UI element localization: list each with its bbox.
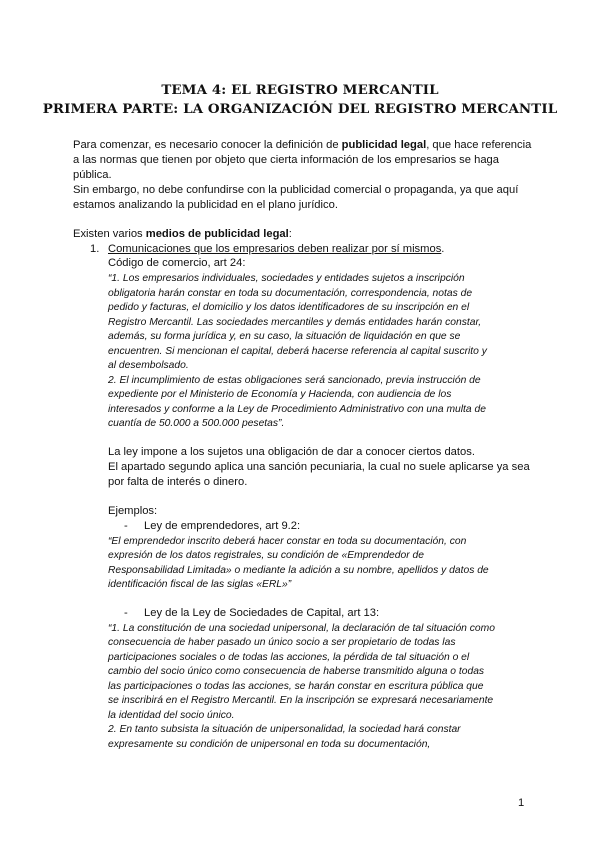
example-1-quote-line: “El emprendedor inscrito deberá hacer constar en toda su documentación, con bbox=[108, 536, 467, 547]
dash-bullet: - bbox=[124, 607, 128, 619]
quote-line: interesados y conforme a la Ley de Procedimiento Administrativo con una multa de bbox=[108, 404, 486, 415]
list-item-title-punct: . bbox=[441, 243, 445, 255]
intro-text: , que hace referencia bbox=[426, 139, 532, 151]
intro-text: Para comenzar, es necesario conocer la definición de bbox=[73, 139, 342, 151]
dash-bullet: - bbox=[124, 520, 128, 532]
page-subtitle: PRIMERA PARTE: LA ORGANIZACIÓN DEL REGISTRO MERCANTIL bbox=[42, 101, 558, 117]
example-1-quote-line: Responsabilidad Limitada» o mediante la adición a su nombre, apellidos y datos de bbox=[108, 565, 489, 576]
medios-bold-term: medios de publicidad legal bbox=[145, 228, 289, 240]
example-1-quote-line: identificación fiscal de las siglas «ERL»” bbox=[108, 579, 292, 590]
intro-line-2: a las normas que tienen por objeto que cierta información de los empresarios se haga bbox=[73, 154, 499, 166]
intro-line-5: estamos analizando la publicidad en el plano jurídico. bbox=[73, 199, 338, 211]
example-2-quote-line: 2. En tanto subsista la situación de unipersonalidad, la sociedad hará constar bbox=[108, 724, 461, 735]
example-2-quote-line: cambio del socio único como consecuencia de haberse transmitido alguna o todas bbox=[108, 666, 485, 677]
page-number: 1 bbox=[518, 797, 525, 809]
intro-line-3: pública. bbox=[73, 169, 112, 181]
example-2-quote-line: las participaciones o todas las acciones, se harán constar en escritura pública que bbox=[108, 681, 484, 692]
example-2-quote-line: expresamente su condición de unipersonal en toda su documentación, bbox=[108, 739, 431, 750]
quote-line: 2. El incumplimiento de estas obligaciones será sancionado, previa instrucción de bbox=[108, 375, 481, 386]
ejemplos-heading: Ejemplos: bbox=[108, 505, 158, 517]
intro-bold-term: publicidad legal bbox=[341, 139, 427, 151]
example-2-quote-line: participaciones sociales o de todas las acciones, la pérdida de tal situación o el bbox=[108, 652, 470, 663]
example-1-title: Ley de emprendedores, art 9.2: bbox=[144, 520, 301, 532]
example-2-quote-line: se inscribirá en el Registro Mercantil. En la inscripción se expresará necesariamente bbox=[108, 695, 494, 706]
medios-lead bbox=[73, 228, 292, 241]
quote-line: además, su forma jurídica y, en su caso, la situación de liquidación en que se bbox=[108, 331, 461, 342]
quote-line: al desembolsado. bbox=[108, 360, 189, 371]
intro-line-1 bbox=[73, 139, 531, 152]
medios-lead-text: : bbox=[288, 228, 292, 240]
example-1-quote-line: expresión de los datos registrales, su condición de «Emprendedor de bbox=[108, 550, 424, 561]
intro-line-4: Sin embargo, no debe confundirse con la publicidad comercial o propaganda, ya que aquí bbox=[73, 184, 519, 196]
example-2-quote-line: “1. La constitución de una sociedad unipersonal, la declaración de tal situación como bbox=[108, 623, 495, 634]
quote-line: expediente por el Ministerio de Economía y Hacienda, con audiencia de los bbox=[108, 389, 452, 400]
explanation-line: por falta de interés o dinero. bbox=[108, 476, 248, 488]
medios-lead-text: Existen varios bbox=[73, 228, 146, 240]
quote-line: encuentren. Si mencionan el capital, deberá hacerse referencia al capital suscrito y bbox=[108, 346, 487, 357]
explanation-line: La ley impone a los sujetos una obligación de dar a conocer ciertos datos. bbox=[108, 446, 475, 458]
list-item-number: 1. bbox=[90, 243, 100, 255]
list-item-title bbox=[108, 243, 444, 256]
codigo-reference: Código de comercio, art 24: bbox=[108, 257, 246, 269]
explanation-line: El apartado segundo aplica una sanción pecuniaria, la cual no suele aplicarse ya sea bbox=[108, 461, 530, 473]
quote-line: obligatoria harán constar en toda su documentación, correspondencia, notas de bbox=[108, 288, 473, 299]
page-title: TEMA 4: EL REGISTRO MERCANTIL bbox=[161, 82, 439, 98]
example-2-title: Ley de la Ley de Sociedades de Capital, art 13: bbox=[144, 607, 380, 619]
example-2-quote-line: consecuencia de haber pasado un único socio a ser propietario de todas las bbox=[108, 637, 456, 648]
list-item-title-text: Comunicaciones que los empresarios deben realizar por sí mismos bbox=[108, 243, 442, 255]
quote-line: Registro Mercantil. Las sociedades mercantiles y demás entidades harán constar, bbox=[108, 317, 482, 328]
quote-line: “1. Los empresarios individuales, sociedades y entidades sujetos a inscripción bbox=[108, 273, 465, 284]
quote-line: cuantía de 50.000 a 500.000 pesetas”. bbox=[108, 418, 285, 429]
example-2-quote-line: la identidad del socio único. bbox=[108, 710, 235, 721]
quote-line: pedido y facturas, el domicilio y los datos identificadores de su inscripción en el bbox=[108, 302, 470, 313]
